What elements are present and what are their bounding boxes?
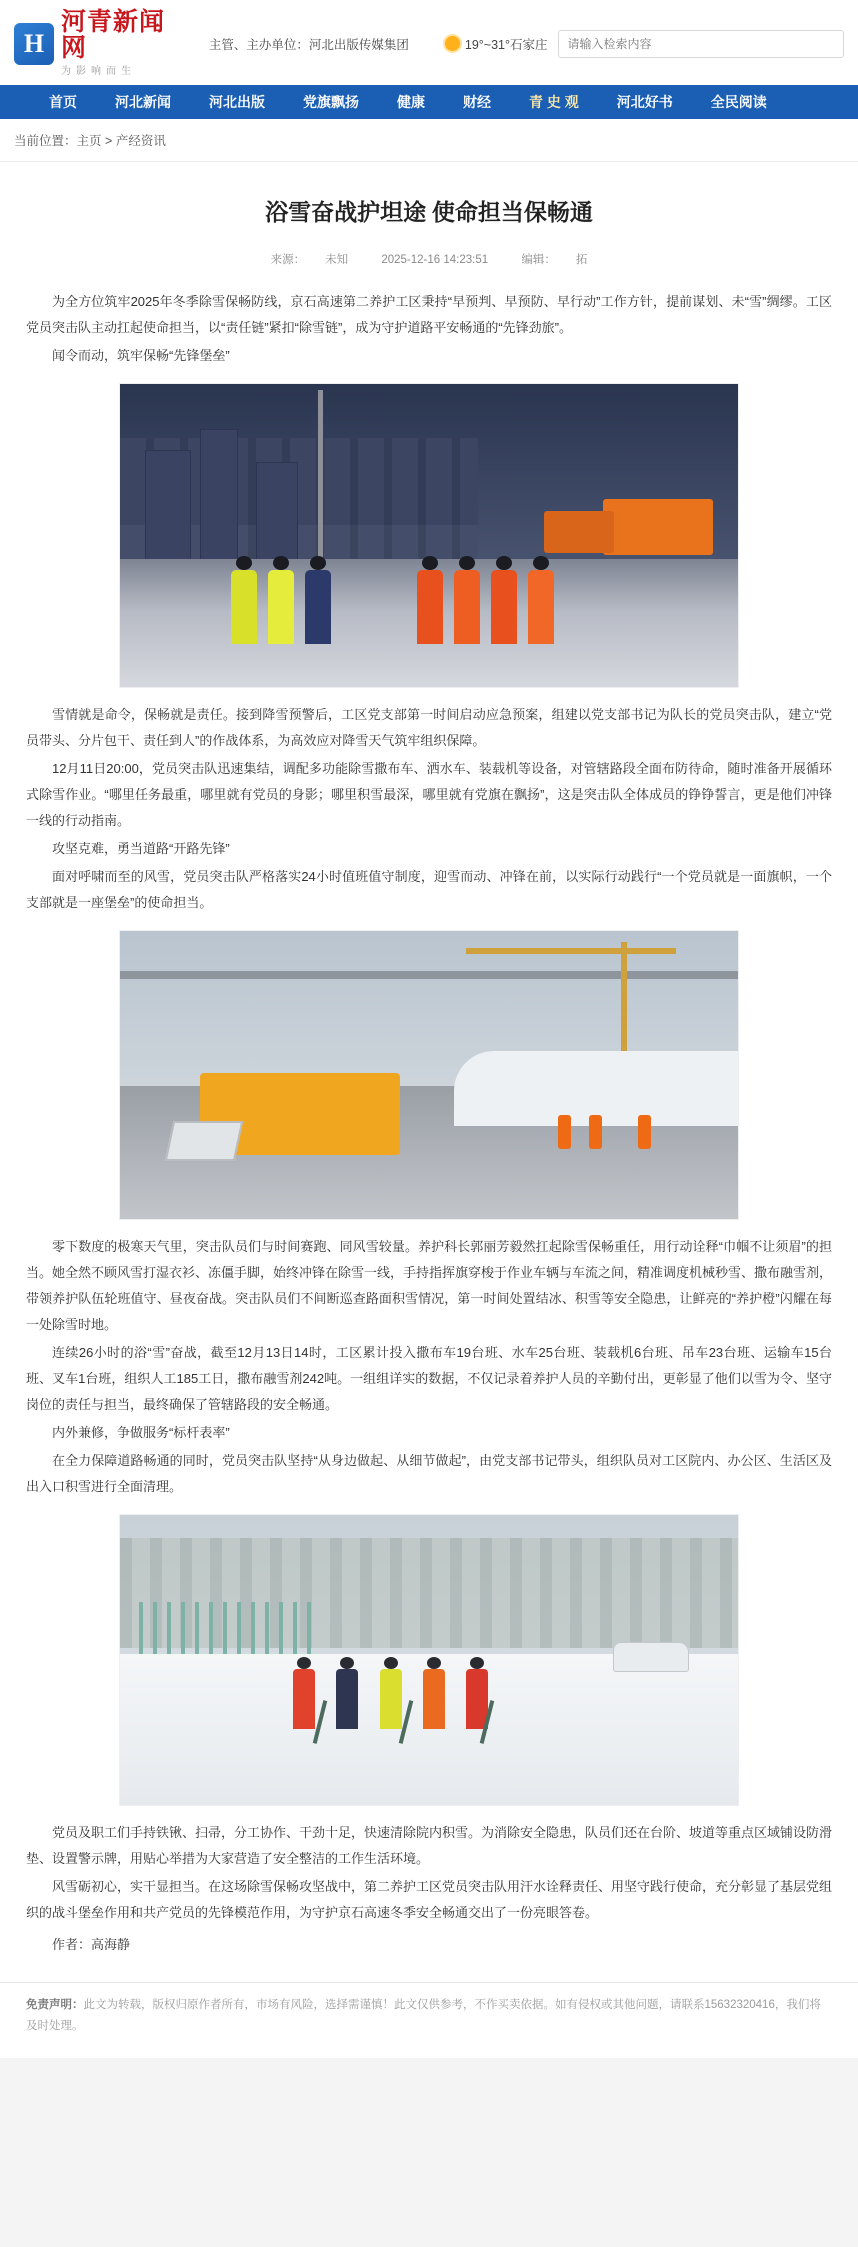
photo1-worker (528, 570, 554, 644)
photo2-worker (638, 1115, 651, 1149)
article-image-1-wrap (26, 383, 832, 688)
meta-editor: 编辑： 拓 (521, 253, 588, 266)
nav-item-home[interactable]: 首页 (49, 94, 77, 110)
main-navigation (0, 85, 858, 119)
nav-item-hebei-publishing[interactable]: 河北出版 (209, 94, 265, 110)
nav-item-party-flag[interactable]: 党旗飘扬 (303, 94, 359, 110)
meta-source: 来源： 未知 (270, 253, 349, 266)
logo-title: 河青新闻网 (61, 9, 166, 63)
article-paragraph: 在全力保障道路畅通的同时，党员突击队坚持“从身边做起、从细节做起”，由党支部书记带头，组织队员对工区院内、办公区、生活区及出入口积雪进行全面清理。 (26, 1452, 832, 1494)
article-image-2-wrap (26, 930, 832, 1220)
disclaimer-title: 免责声明： (26, 1998, 84, 2011)
photo1-worker (491, 570, 517, 644)
search-input[interactable] (559, 31, 843, 57)
article-paragraph: 内外兼修，争做服务“标杆表率” (52, 1424, 230, 1440)
logo-slogan: 为影响而生 (61, 65, 137, 77)
photo2-worker (558, 1115, 571, 1149)
photo1-worker (268, 570, 294, 644)
article-paragraph: 连续26小时的浴“雪”奋战，截至12月13日14时，工区累计投入撒布车19台班、水车25台班、装载机6台班、吊车23台班、运输车15台班、叉车1台班，组织人工185工日，撒布融雪剂242吨。一组组详实的数据，不仅记录着养护人员的辛勤付出，更彰显了他们以雪为令、坚守岗位的责任与担当，最终确保了管辖路段的安全畅通。 (26, 1344, 832, 1412)
article-paragraph: 12月11日20:00，党员突击队迅速集结，调配多功能除雪撒布车、洒水车、装载机等设备，对管辖路段全面布防待命，随时准备开展循环式除雪作业。“哪里任务最重，哪里就有党员的身影；哪里积雪最深，哪里就有党旗在飘扬”，这是突击队全体成员的铮铮誓言，更是他们冲锋一线的行动指南。 (26, 760, 832, 828)
article-paragraph: 闻令而动，筑牢保畅“先锋堡垒” (52, 347, 230, 363)
nav-item-national-reading[interactable]: 全民阅读 (710, 94, 767, 110)
photo3-car (613, 1642, 689, 1672)
breadcrumb-prefix: 当前位置： (14, 134, 77, 148)
photo2-crane-arm (466, 948, 676, 954)
article-paragraph: 党员及职工们手持铁锹、扫帚，分工协作、干劲十足，快速清除院内积雪。为消除安全隐患，队员们还在台阶、坡道等重点区域铺设防滑垫、设置警示牌，用贴心举措为大家营造了安全整洁的工作生活环境。 (26, 1824, 833, 1866)
photo3-worker (380, 1669, 402, 1729)
site-header (0, 0, 858, 85)
photo3-worker (423, 1669, 445, 1729)
photo3-worker (336, 1669, 358, 1729)
photo1-worker (454, 570, 480, 644)
photo1-worker (417, 570, 443, 644)
disclaimer-text: 此文为转载，版权归原作者所有，市场有风险，选择需谨慎！此文仅供参考，不作买卖依据。如有侵权或其他问题，请联系15632320416，我们将及时处理。 (26, 1998, 821, 2033)
photo2-plow-blade (165, 1121, 244, 1161)
photo1-snow-truck (544, 511, 614, 553)
breadcrumb-separator: > (105, 134, 113, 148)
breadcrumb-current[interactable]: 产经资讯 (115, 134, 166, 148)
workers-shoveling-snow-photo (119, 1514, 739, 1806)
breadcrumb-home[interactable]: 主页 (76, 134, 102, 148)
nav-item-health[interactable]: 健康 (397, 94, 425, 110)
disclaimer (0, 1982, 858, 2059)
photo1-worker (305, 570, 331, 644)
meta-date: 2025-12-16 14:23:51 (381, 253, 489, 266)
breadcrumb (0, 119, 858, 162)
article-paragraph: 风雪砺初心，实干显担当。在这场除雪保畅攻坚战中，第二养护工区党员突击队用汗水诠释责任、用坚守践行使命，充分彰显了基层党组织的战斗堡垒作用和共产党员的先锋模范作用，为守护京石高速冬季安全畅通交出了一份亮眼答卷。 (26, 1878, 833, 1920)
article-body (0, 162, 858, 1968)
site-logo[interactable] (14, 10, 185, 77)
page-title: 浴雪奋战护坦途 使命担当保畅通 (265, 200, 593, 225)
article-meta (26, 251, 832, 267)
article-author: 作者：高海静 (52, 1936, 131, 1952)
logo-icon: H (14, 23, 54, 65)
logo-text (61, 10, 185, 77)
photo1-worker (231, 570, 257, 644)
article-paragraph: 面对呼啸而至的风雪，党员突击队严格落实24小时值班值守制度，迎雪而动、冲锋在前，以实际行动践行“一个党员就是一面旗帜，一个支部就是一座堡垒”的使命担当。 (26, 868, 832, 910)
weather-widget (445, 35, 548, 53)
nav-item-history-view[interactable]: 青 史 观 (529, 94, 579, 110)
article-paragraph: 零下数度的极寒天气里，突击队员们与时间赛跑、同风雪较量。养护科长郭丽芳毅然扛起除雪保畅重任，用行动诠释“巾帼不让须眉”的担当。她全然不顾风雪打湿衣衫、冻僵手脚，始终冲锋在除雪一线，手持指挥旗穿梭于作业车辆与车流之间，精准调度机械秒雪、撒布融雪剂，带领养护队伍轮班值守、昼夜奋战。突击队员们不间断巡查路面积雪情况，第一时间处置结冰、积雪等安全隐患，让鲜亮的“养护橙”闪耀在每一处除雪时地。 (26, 1238, 833, 1332)
article-paragraph: 为全方位筑牢2025年冬季除雪保畅防线，京石高速第二养护工区秉持“早预判、早预防、早行动”工作方针，提前谋划、未“雪”绸缪。工区党员突击队主动扛起使命担当，以“责任链”紧扣“除雪链”，成为守护道路平安畅通的“先锋劲旅”。 (26, 293, 832, 335)
weather-text: 19°~31°石家庄 (464, 37, 548, 52)
photo2-gantry (120, 971, 738, 979)
photo1-light-pole (318, 390, 323, 560)
article-paragraph: 攻坚克难，勇当道路“开路先锋” (52, 840, 230, 856)
article-image-3-wrap (26, 1514, 832, 1806)
photo1-snow-truck (603, 499, 713, 555)
nav-item-finance[interactable]: 财经 (463, 94, 491, 110)
photo2-worker (589, 1115, 602, 1149)
nav-item-hebei-books[interactable]: 河北好书 (616, 94, 673, 110)
nav-item-hebei-news[interactable]: 河北新闻 (115, 94, 171, 110)
article-paragraph: 雪情就是命令，保畅就是责任。接到降雪预警后，工区党支部第一时间启动应急预案，组建以党支部书记为队长的党员突击队，建立“党员带头、分片包干、责任到人”的作战体系，为高效应对降雪天气筑牢组织保障。 (26, 706, 832, 748)
search-box[interactable] (558, 30, 844, 58)
sun-icon (445, 36, 460, 51)
sponsor-text: 主管、主办单位：河北出版传媒集团 (208, 37, 409, 52)
photo3-worker (293, 1669, 315, 1729)
snowplow-highway-photo (119, 930, 739, 1220)
night-snow-removal-team-photo (119, 383, 739, 688)
